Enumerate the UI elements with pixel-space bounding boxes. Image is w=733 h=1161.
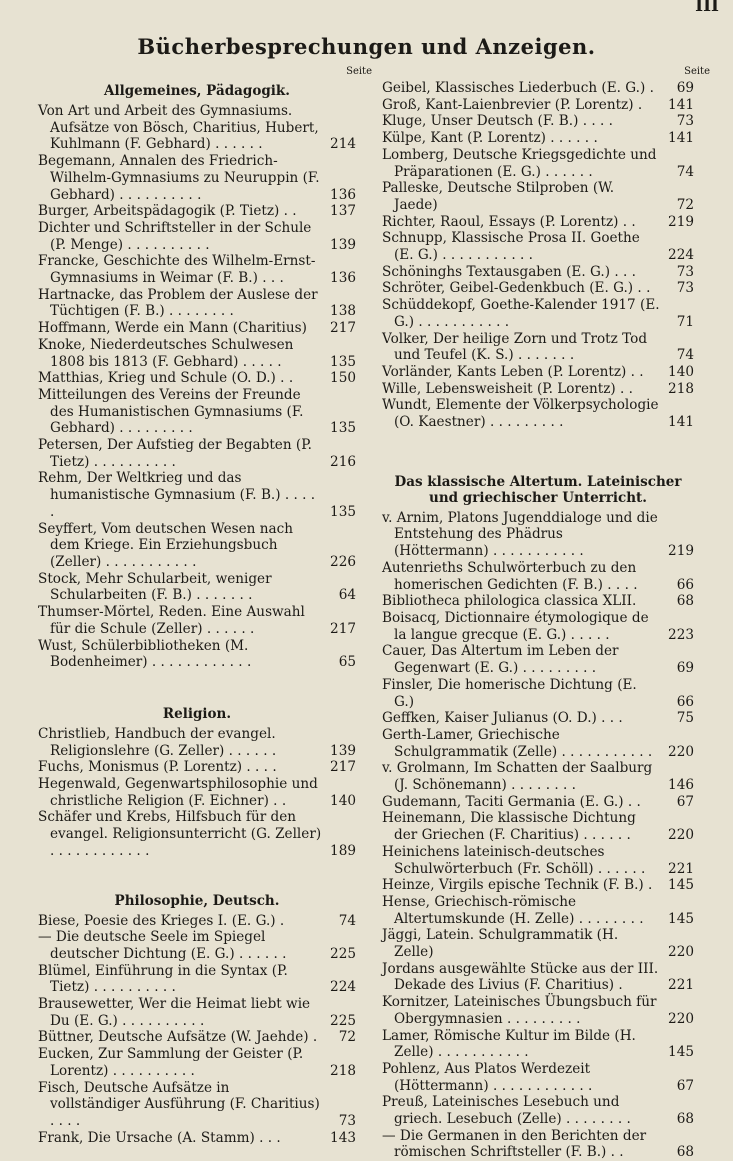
entry-page: 145: [668, 877, 694, 894]
section-heading: Religion.: [162, 705, 232, 722]
entry-page: 223: [668, 626, 694, 643]
entry-text: — Die deutsche Seele im Spiegel deutscher Dichtung (E. G.) . . . . . .: [38, 929, 287, 962]
index-entry: [382, 510, 694, 560]
entry-text: Hartnacke, das Problem der Auslese der Tüchtigen (F. B.) . . . . . . . .: [38, 286, 318, 320]
entry-text: Kluge, Unser Deutsch (F. B.) . . . .: [382, 113, 613, 130]
entry-page: 64: [338, 587, 356, 604]
entry-text: Cauer, Das Altertum im Leben der Gegenwart (E. G.) . . . . . . . . .: [382, 643, 619, 677]
entry-page: 73: [676, 263, 694, 280]
entry-page: 138: [330, 303, 356, 320]
entry-text: Hegenwald, Gegenwartsphilosophie und christliche Religion (F. Eichner) . .: [38, 776, 318, 809]
entry-text: Christlieb, Handbuch der evangel. Religionslehre (G. Zeller) . . . . . .: [38, 725, 277, 759]
entry-list: [38, 913, 356, 1147]
entry-text: Kornitzer, Lateinisches Übungsbuch für Obergymnasien . . . . . . . . .: [382, 994, 657, 1027]
index-entry: [382, 364, 694, 381]
index-entry: [382, 381, 694, 398]
index-entry: [382, 961, 694, 994]
entry-text: Groß, Kant-Laienbrevier (P. Lorentz) .: [382, 96, 643, 113]
entry-page: 65: [338, 654, 356, 671]
entry-text: Wust, Schülerbibliotheken (M. Bodenheimer) . . . . . . . . . . . .: [38, 637, 252, 671]
entry-text: Knoke, Niederdeutsches Schulwesen 1808 bis 1813 (F. Gebhard) . . . . .: [38, 336, 294, 370]
index-entry: [38, 153, 356, 203]
index-entry: [382, 264, 694, 281]
entry-page: 221: [668, 860, 694, 877]
index-entry: [38, 963, 356, 996]
entry-page: 67: [676, 1077, 694, 1094]
entry-page: 74: [338, 912, 356, 929]
index-entry: [382, 97, 694, 114]
index-entry: [382, 710, 694, 727]
index-entry: [38, 470, 356, 520]
entry-page: 68: [676, 1111, 694, 1128]
index-entry: [38, 1130, 356, 1147]
entry-page: 135: [330, 353, 356, 370]
index-entry: [38, 776, 356, 809]
index-entry: [38, 220, 356, 253]
entry-text: Külpe, Kant (P. Lorentz) . . . . . .: [382, 130, 598, 147]
entry-page: 226: [330, 553, 356, 570]
index-entry: [382, 727, 694, 760]
index-entry: [38, 1080, 356, 1130]
index-entry: [38, 387, 356, 437]
entry-text: Schöninghs Textausgaben (E. G.) . . .: [382, 263, 636, 280]
entry-text: Autenrieths Schulwörterbuch zu den homerischen Gedichten (F. B.) . . . .: [382, 559, 638, 593]
index-entry: [382, 844, 694, 877]
index-entry: [38, 638, 356, 671]
entry-page: 140: [668, 363, 694, 380]
index-entry: [382, 877, 694, 894]
index-entry: [382, 1061, 694, 1094]
entry-page: 150: [330, 370, 356, 387]
entry-page: 72: [676, 196, 694, 213]
index-entry: [382, 760, 694, 793]
index-entry: [382, 147, 694, 180]
entry-text: Frank, Die Ursache (A. Stamm) . . .: [38, 1129, 281, 1146]
entry-page: 75: [676, 710, 694, 727]
entry-page: 220: [668, 743, 694, 760]
entry-text: Geibel, Klassisches Liederbuch (E. G.) .: [382, 80, 654, 96]
index-entry: [382, 643, 694, 676]
index-entry: [38, 337, 356, 370]
entry-list: [382, 510, 694, 1161]
entry-page: 220: [668, 827, 694, 844]
entry-text: Heinze, Virgils epische Technik (F. B.) .: [382, 877, 653, 894]
entry-text: Biese, Poesie des Krieges I. (E. G.) .: [38, 912, 285, 929]
entry-page: 73: [338, 1112, 356, 1129]
entry-page: 141: [668, 130, 694, 147]
index-entry: [38, 913, 356, 930]
entry-list: [38, 103, 356, 671]
entry-text: v. Arnim, Platons Jugenddialoge und die Entstehung des Phädrus (Höttermann) . . . . . . . . . . .: [382, 509, 658, 560]
entry-page: 72: [338, 1029, 356, 1046]
entry-text: Boisacq, Dictionnaire étymologique de la langue grecque (E. G.) . . . . .: [382, 609, 649, 643]
entry-page: 136: [330, 186, 356, 203]
entry-page: 141: [668, 96, 694, 113]
index-entry: [382, 280, 694, 297]
entry-text: Finsler, Die homerische Dichtung (E. G.): [382, 676, 637, 710]
entry-page: 216: [330, 453, 356, 470]
index-entry: [38, 253, 356, 286]
index-entry: [38, 287, 356, 320]
entry-page: 146: [668, 777, 694, 794]
index-entry: [38, 571, 356, 604]
seite-label: Seite: [684, 66, 710, 77]
entry-text: Fisch, Deutsche Aufsätze in vollständiger Ausführung (F. Charitius) . . . .: [38, 1079, 320, 1129]
entry-page: 143: [330, 1129, 356, 1146]
entry-text: Matthias, Krieg und Schule (O. D.) . .: [38, 370, 294, 387]
entry-text: Lamer, Römische Kultur im Bilde (H. Zelle) . . . . . . . . . . .: [382, 1027, 636, 1061]
entry-page: 218: [330, 1062, 356, 1079]
entry-text: Hoffmann, Werde ein Mann (Charitius): [38, 320, 307, 337]
entry-page: 135: [330, 503, 356, 520]
entry-page: 145: [668, 1044, 694, 1061]
entry-list: [382, 80, 694, 431]
index-entry: [382, 1094, 694, 1127]
entry-page: 68: [676, 593, 694, 610]
entry-page: 74: [676, 347, 694, 364]
index-entry: [38, 521, 356, 571]
entry-text: Jordans ausgewählte Stücke aus der III. Dekade des Livius (F. Charitius) .: [382, 960, 659, 994]
entry-text: Volker, Der heilige Zorn und Trotz Tod und Teufel (K. S.) . . . . . . .: [382, 330, 648, 364]
entry-page: 214: [330, 136, 356, 153]
index-entry: [382, 180, 694, 213]
entry-page: 68: [676, 1144, 694, 1161]
entry-text: Preuß, Lateinisches Lesebuch und griech. Lesebuch (Zelle) . . . . . . . .: [382, 1094, 631, 1128]
entry-text: Thumser-Mörtel, Reden. Eine Auswahl für die Schule (Zeller) . . . . . .: [38, 604, 305, 637]
entry-page: 217: [330, 320, 356, 337]
index-entry: [382, 994, 694, 1027]
entry-text: Schüddekopf, Goethe-Kalender 1917 (E. G.) . . . . . . . . . . .: [382, 297, 660, 330]
index-entry: [382, 794, 694, 811]
index-entry: [38, 103, 356, 153]
index-entry: [382, 297, 694, 330]
entry-text: Lomberg, Deutsche Kriegsgedichte und Präparationen (E. G.) . . . . . .: [382, 146, 657, 180]
seite-label: Seite: [346, 66, 372, 77]
entry-text: Gerth-Lamer, Griechische Schulgrammatik (Zelle) . . . . . . . . . . .: [382, 726, 653, 760]
entry-text: Seyffert, Vom deutschen Wesen nach dem Kriege. Ein Erziehungsbuch (Zeller) . . . . . . . . . . .: [38, 520, 293, 570]
entry-page: 217: [330, 620, 356, 637]
entry-text: Begemann, Annalen des Friedrich-Wilhelm-Gymnasiums zu Neuruppin (F. Gebhard) . . . . . . . . . .: [38, 153, 320, 203]
page-title: Bücherbesprechungen und Anzeigen.: [137, 34, 596, 59]
entry-text: Büttner, Deutsche Aufsätze (W. Jaehde) .: [38, 1029, 318, 1046]
section-heading: Allgemeines, Pädagogik.: [104, 83, 290, 99]
entry-page: 74: [676, 163, 694, 180]
entry-text: Fuchs, Monismus (P. Lorentz) . . . .: [38, 759, 277, 776]
index-entry: [38, 370, 356, 387]
entry-page: 218: [668, 380, 694, 397]
entry-page: 141: [668, 414, 694, 431]
index-entry: [382, 1128, 694, 1161]
entry-text: Schäfer und Krebs, Hilfsbuch für den evangel. Religionsunterricht (G. Zeller) . . . . . . . . . . . .: [38, 809, 322, 859]
entry-list: [38, 726, 356, 860]
index-entry: [38, 809, 356, 859]
entry-text: Rehm, Der Weltkrieg und das humanistische Gymnasium (F. B.) . . . . .: [38, 470, 316, 520]
index-entry: [38, 1029, 356, 1046]
entry-page: 219: [668, 543, 694, 560]
entry-page: 69: [676, 80, 694, 96]
page-number: III: [695, 0, 719, 16]
index-entry: [38, 996, 356, 1029]
entry-page: 69: [676, 660, 694, 677]
entry-text: Heinichens lateinisch-deutsches Schulwörterbuch (Fr. Schöll) . . . . . .: [382, 843, 646, 877]
entry-page: 137: [330, 203, 356, 220]
entry-text: Heinemann, Die klassische Dichtung der Griechen (F. Charitius) . . . . . .: [382, 810, 636, 844]
entry-page: 224: [668, 247, 694, 264]
index-entry: [38, 759, 356, 776]
entry-page: 225: [330, 945, 356, 962]
entry-text: Burger, Arbeitspädagogik (P. Tietz) . .: [38, 203, 297, 220]
entry-page: 139: [330, 742, 356, 759]
entry-text: Vorländer, Kants Leben (P. Lorentz) . .: [382, 363, 644, 380]
index-entry: [382, 130, 694, 147]
entry-text: Richter, Raoul, Essays (P. Lorentz) . .: [382, 213, 636, 230]
entry-text: Von Art und Arbeit des Gymnasiums. Aufsätze von Bösch, Charitius, Hubert, Kuhlmann (F. Gebhard) . . . . . .: [38, 103, 319, 153]
entry-page: 217: [330, 759, 356, 776]
entry-page: 73: [676, 113, 694, 130]
entry-text: Palleske, Deutsche Stilproben (W. Jaede): [382, 180, 615, 213]
entry-page: 220: [668, 944, 694, 961]
entry-text: Mitteilungen des Vereins der Freunde des Humanistischen Gymnasiums (F. Gebhard) . . . . . . . . .: [38, 386, 304, 437]
index-entry: [382, 560, 694, 593]
entry-page: 66: [676, 693, 694, 710]
entry-text: Dichter und Schriftsteller in der Schule (P. Menge) . . . . . . . . . .: [38, 219, 312, 253]
entry-page: 219: [668, 213, 694, 230]
entry-page: 145: [668, 910, 694, 927]
index-entry: [382, 593, 694, 610]
entry-text: Eucken, Zur Sammlung der Geister (P. Lorentz) . . . . . . . . . .: [38, 1046, 304, 1079]
index-entry: [382, 677, 694, 710]
entry-text: Wundt, Elemente der Völkerpsychologie (O. Kaestner) . . . . . . . . .: [382, 397, 659, 431]
entry-text: — Die Germanen in den Berichten der römischen Schriftsteller (F. B.) . .: [382, 1127, 647, 1161]
entry-page: 225: [330, 1012, 356, 1029]
index-entry: [382, 230, 694, 263]
entry-text: v. Grolmann, Im Schatten der Saalburg (J. Schönemann) . . . . . . . .: [382, 760, 653, 794]
entry-page: 139: [330, 236, 356, 253]
entry-page: 220: [668, 1010, 694, 1027]
index-entry: [38, 604, 356, 637]
index-entry: [382, 214, 694, 231]
entry-page: 221: [668, 977, 694, 994]
entry-text: Pohlenz, Aus Platos Werdezeit (Höttermann) . . . . . . . . . . . .: [382, 1060, 593, 1094]
index-entry: [382, 894, 694, 927]
section-heading: Philosophie, Deutsch.: [114, 892, 280, 909]
entry-text: Geffken, Kaiser Julianus (O. D.) . . .: [382, 710, 623, 727]
index-entry: [38, 203, 356, 220]
entry-page: 135: [330, 420, 356, 437]
index-entry: [382, 331, 694, 364]
entry-page: 66: [676, 576, 694, 593]
index-entry: [38, 437, 356, 470]
index-entry: [382, 113, 694, 130]
entry-text: Francke, Geschichte des Wilhelm-Ernst-Gymnasiums in Weimar (F. B.) . . .: [38, 253, 316, 287]
entry-text: Jäggi, Latein. Schulgrammatik (H. Zelle): [382, 927, 619, 961]
entry-text: Petersen, Der Aufstieg der Begabten (P. Tietz) . . . . . . . . . .: [38, 437, 312, 470]
entry-text: Bibliotheca philologica classica XLII.: [382, 593, 637, 610]
index-entry: [382, 810, 694, 843]
entry-text: Gudemann, Taciti Germania (E. G.) . .: [382, 793, 641, 810]
entry-page: 71: [676, 313, 694, 330]
index-entry: [382, 927, 694, 960]
entry-page: 189: [330, 842, 356, 859]
entry-page: 140: [330, 792, 356, 809]
entry-page: 224: [330, 979, 356, 996]
entry-page: 67: [676, 793, 694, 810]
entry-text: Schröter, Geibel-Gedenkbuch (E. G.) . .: [382, 280, 651, 297]
index-entry: [382, 397, 694, 430]
entry-text: Schnupp, Klassische Prosa II. Goethe (E. G.) . . . . . . . . . . .: [382, 230, 640, 264]
entry-text: Blümel, Einführung in die Syntax (P. Tietz) . . . . . . . . . .: [38, 962, 288, 996]
index-entry: [38, 929, 356, 962]
left-column: [38, 66, 372, 1146]
entry-text: Brausewetter, Wer die Heimat liebt wie Du (E. G.) . . . . . . . . . .: [38, 996, 311, 1029]
section-heading: Das klassische Altertum. Lateinischer und griechischer Unterricht.: [394, 473, 682, 506]
index-entry: [38, 726, 356, 759]
index-entry: [382, 1028, 694, 1061]
index-entry: [38, 320, 356, 337]
entry-text: Wille, Lebensweisheit (P. Lorentz) . .: [382, 380, 634, 397]
entry-page: 73: [676, 280, 694, 297]
index-entry: [382, 80, 694, 97]
index-entry: [382, 610, 694, 643]
entry-text: Stock, Mehr Schularbeit, weniger Schularbeiten (F. B.) . . . . . . .: [38, 570, 272, 604]
entry-page: 136: [330, 270, 356, 287]
right-column: [382, 66, 710, 1161]
entry-text: Hense, Griechisch-römische Altertumskunde (H. Zelle) . . . . . . . .: [382, 893, 644, 927]
index-entry: [38, 1046, 356, 1079]
